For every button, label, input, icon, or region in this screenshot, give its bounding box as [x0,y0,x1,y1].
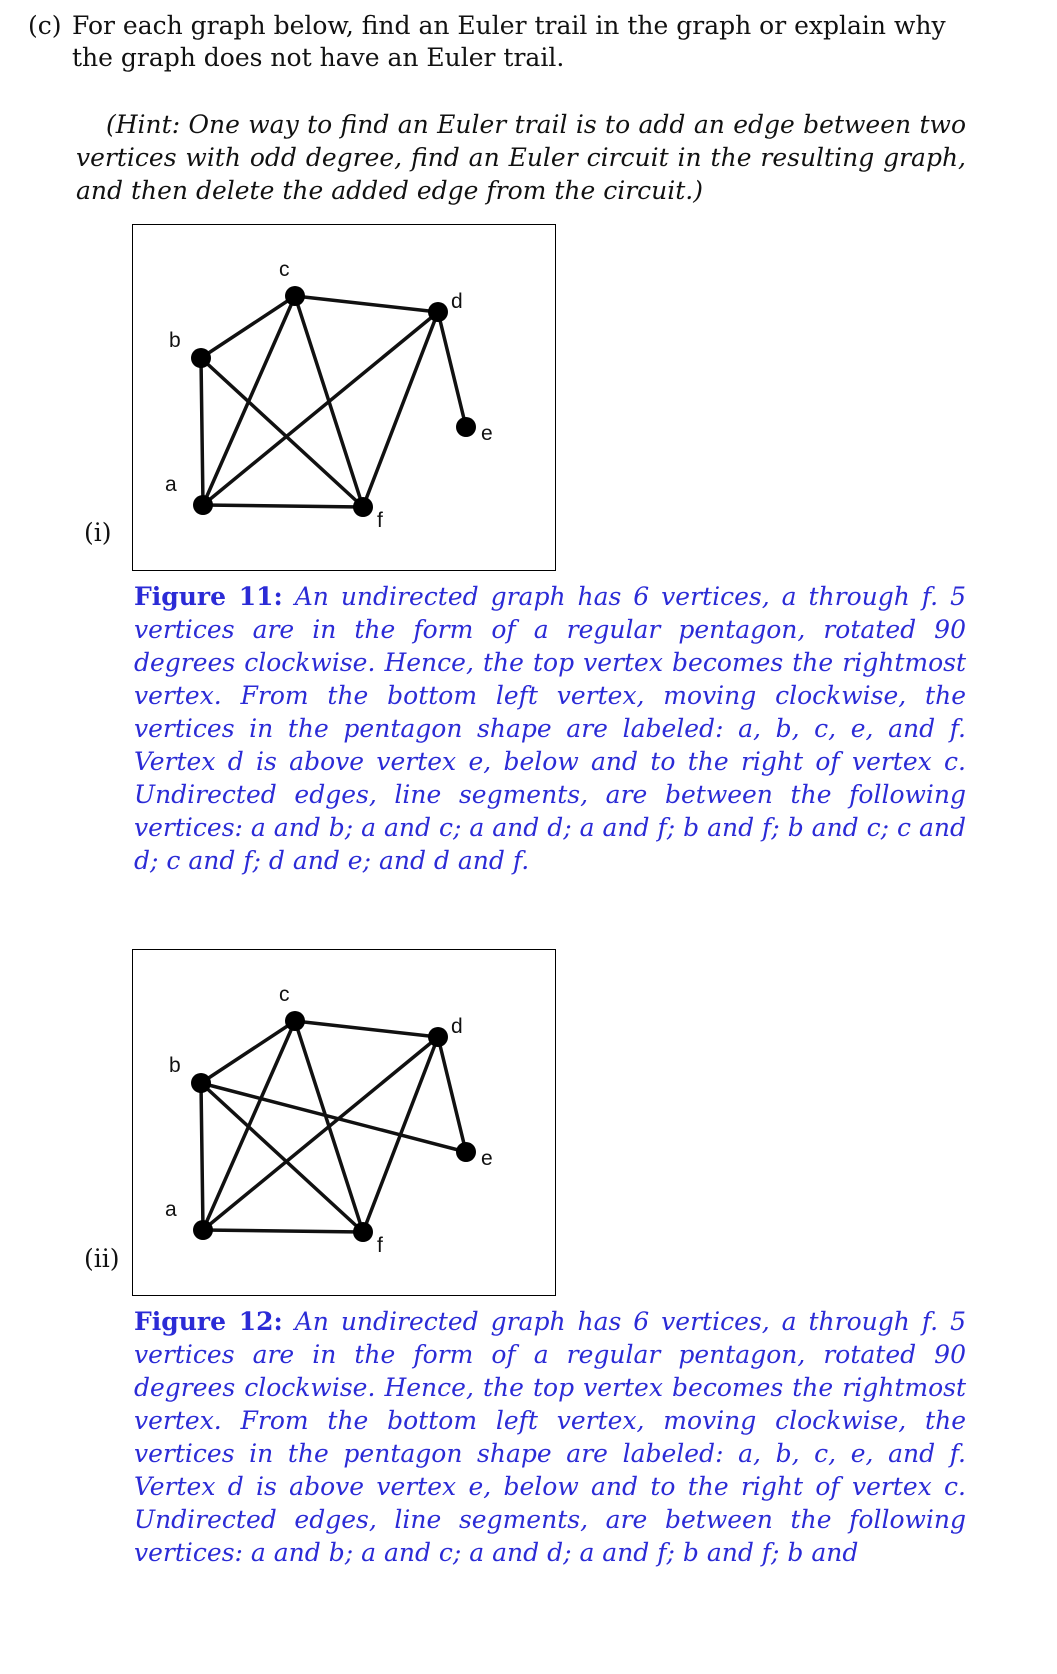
edge-c-d [295,296,438,312]
vertex-f [353,497,373,517]
edge-a-f [203,1230,363,1232]
figure-12-caption [134,1305,966,1569]
vertex-e [456,417,476,437]
hint-paragraph [76,108,966,207]
graph-vertices [191,1011,476,1242]
vertex-label-b: b [169,329,181,352]
graph-svg-2 [133,950,555,1295]
figure-12-graph [132,949,556,1296]
edge-a-b [201,358,203,505]
graph-vertices [191,286,476,517]
figure-11-description: An undirected graph has 6 vertices, a through f. 5 vertices are in the form of a regular pentagon, rotated 90 degrees clockwise. Hence, the top vertex becomes the rightmost vertex. From the bottom left vertex, moving clockwise, the vertices in the pentagon shape are labeled: a, b, c, e, and f. Vertex d is above vertex e, below and to the right of vertex c. Undirected edges, line segments, are between the following vertices: a and b; a and c; a and d; a and f; b and f; b and c; c and d; c and f; d and e; and d and f. [134,582,967,875]
question-label: (c) [28,11,62,40]
vertex-label-f: f [377,509,383,532]
vertex-label-c: c [279,983,290,1006]
vertex-a [193,1220,213,1240]
graph-edges [201,1021,466,1232]
vertex-c [285,1011,305,1031]
vertex-label-d: d [451,290,463,313]
figure-11-caption [134,580,966,877]
vertex-d [428,1027,448,1047]
vertex-label-e: e [481,422,493,445]
vertex-label-a: a [165,1198,177,1221]
vertex-f [353,1222,373,1242]
figure-11-graph [132,224,556,571]
edge-a-f [203,505,363,507]
graph-svg-1 [133,225,555,570]
vertex-label-d: d [451,1015,463,1038]
vertex-label-e: e [481,1147,493,1170]
figure-12-description: An undirected graph has 6 vertices, a through f. 5 vertices are in the form of a regular pentagon, rotated 90 degrees clockwise. Hence, the top vertex becomes the rightmost vertex. From the bottom left vertex, moving clockwise, the vertices in the pentagon shape are labeled: a, b, c, e, and f. Vertex d is above vertex e, below and to the right of vertex c. Undirected edges, line segments, are between the following vertices: a and b; a and c; a and d; a and f; b and f; b and [134,1307,967,1567]
vertex-d [428,302,448,322]
vertex-b [191,1073,211,1093]
vertex-label-a: a [165,473,177,496]
vertex-label-b: b [169,1054,181,1077]
vertex-label-f: f [377,1234,383,1257]
edge-d-e [438,1037,466,1152]
edge-c-d [295,1021,438,1037]
figure-12-sublabel: (ii) [84,1244,120,1273]
vertex-b [191,348,211,368]
graph-edges [201,296,466,507]
edge-d-e [438,312,466,427]
vertex-e [456,1142,476,1162]
figure-12-label: Figure 12: [134,1307,283,1336]
edge-a-b [201,1083,203,1230]
figure-11-sublabel: (i) [84,518,112,547]
vertex-a [193,495,213,515]
vertex-c [285,286,305,306]
vertex-label-c: c [279,258,290,281]
figure-11-label: Figure 11: [134,582,283,611]
hint-text: (Hint: One way to find an Euler trail is to add an edge between two vertices with odd degree, find an Euler circuit in the resulting graph, and then delete the added edge from the circuit.) [76,110,966,205]
question-text: For each graph below, find an Euler trail in the graph or explain why the graph does not have an Euler trail. [72,11,946,72]
